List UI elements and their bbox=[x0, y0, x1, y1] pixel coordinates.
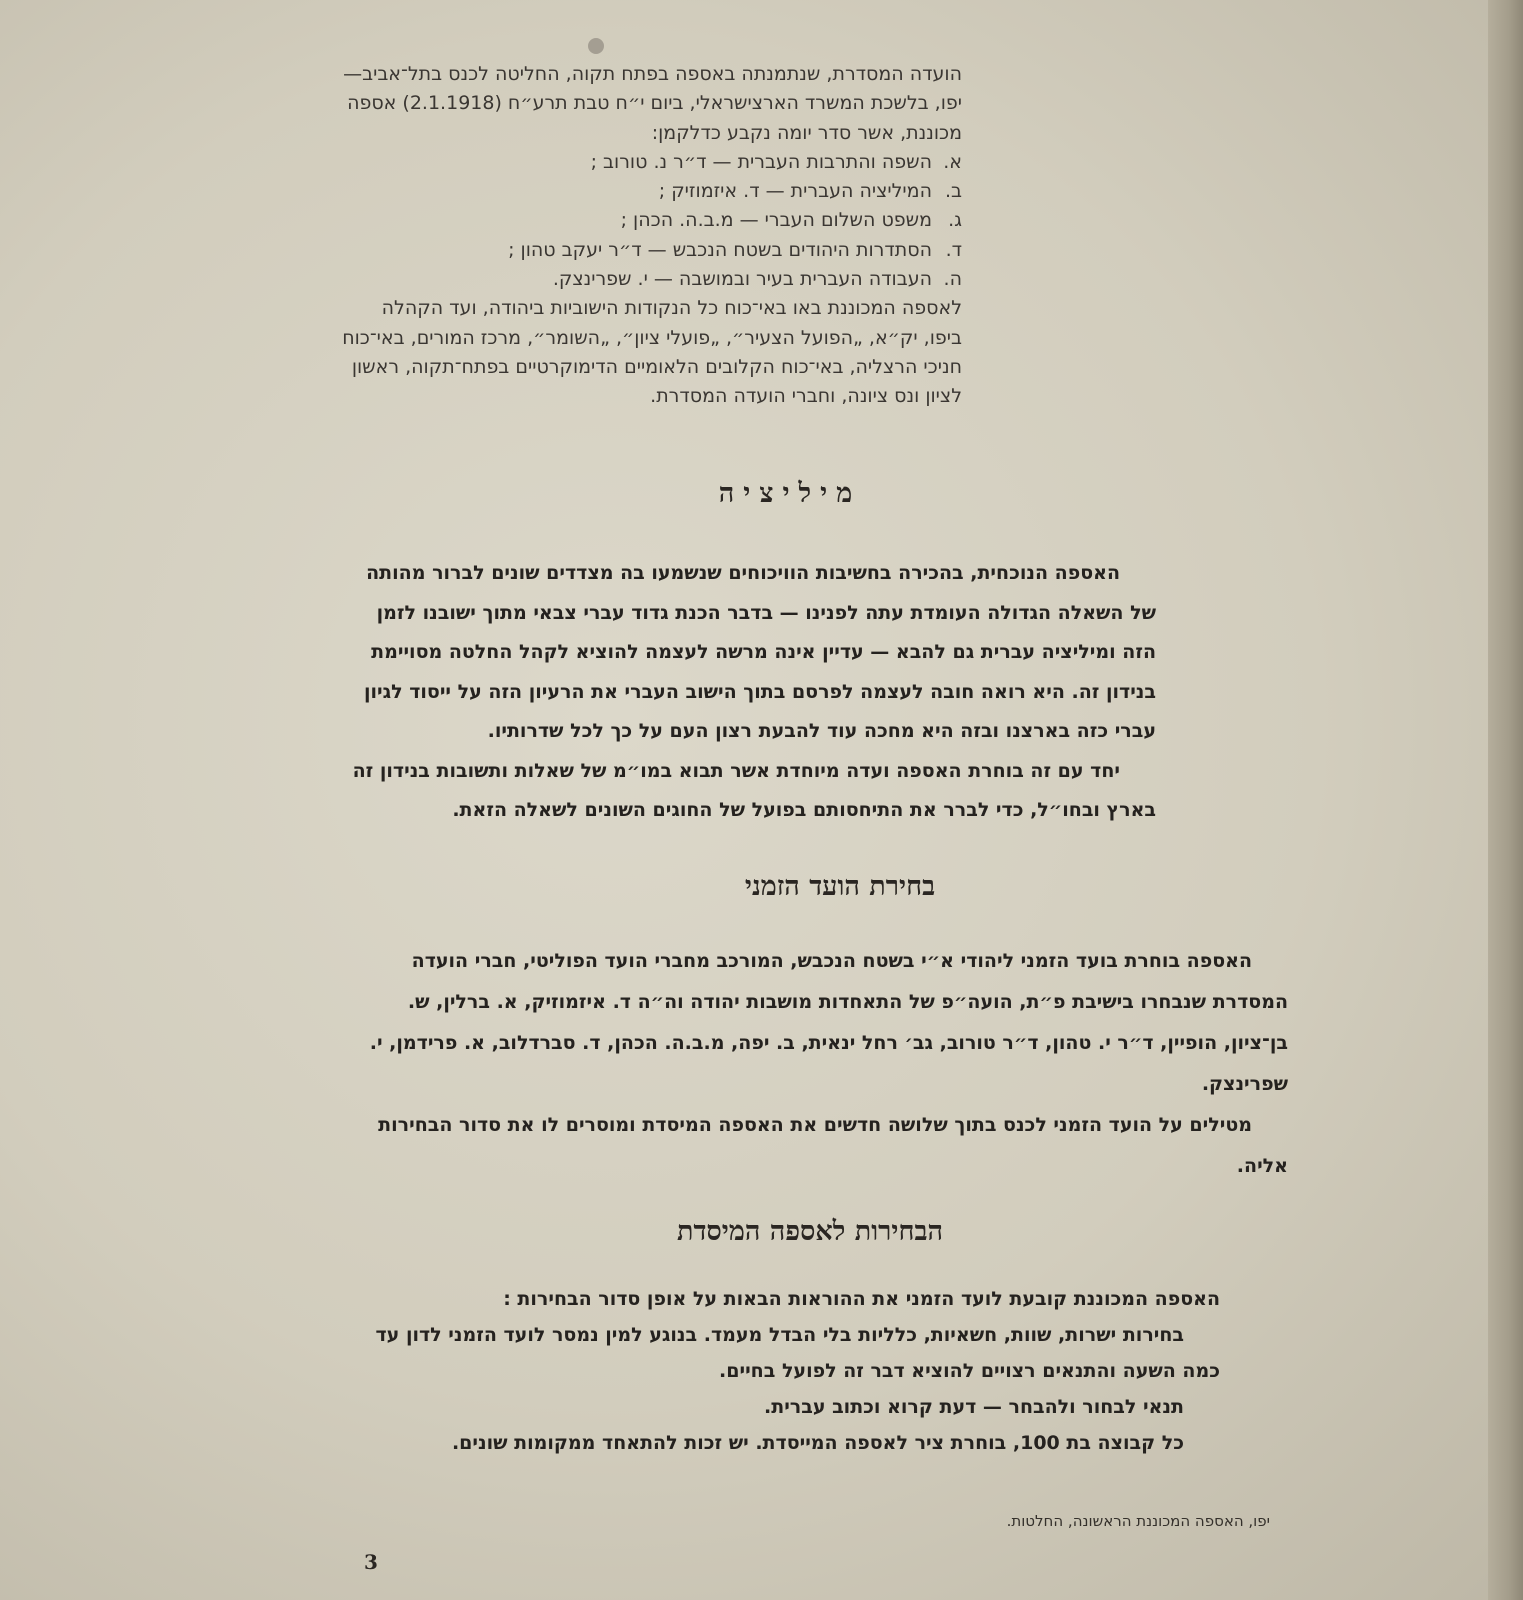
intro-paragraph: הועדה המסדרת, שנתמנתה באספה בפתח תקוה, החליטה לכנס בתל־אביב—יפו, בלשכת המשרד הארצישראלי, ביום י״ח טבת תרע״ח (2.1.1918) אספה מכוננת, אשר סדר יומה נקבע כדלקמן: bbox=[343, 63, 962, 144]
page-number: 3 bbox=[364, 1550, 378, 1574]
council-paragraph: מטילים על הועד הזמני לכנס בתוך שלושה חדשים את האספה המיסדת ומוסרים לו את סדור הבחירות אליה. bbox=[378, 1114, 1288, 1177]
agenda-item bbox=[340, 265, 962, 294]
agenda-letter: ג. bbox=[948, 209, 962, 232]
attendees-paragraph: לאספה המכוננת באו באי־כוח כל הנקודות הישוביות ביהודה, ועד הקהלה ביפו, יק״א, „הפועל הצעיר״, „פועלי ציון״, „השומר״, מרכז המורים, באי־כוח חניכי הרצליה, באי־כוח הקלובים הלאומיים הדימוקרטיים בפתח־תקוה, ראשון לציון ונס ציונה, וחברי הועדה המסדרת. bbox=[342, 297, 962, 408]
militia-heading: מיליציה bbox=[718, 478, 862, 509]
agenda-item bbox=[340, 236, 962, 265]
agenda-text: העבודה העברית בעיר ובמושבה — י. שפרינצק. bbox=[552, 268, 932, 291]
agenda-letter: ה. bbox=[943, 268, 962, 291]
agenda-text: המיליציה העברית — ד. איזמוזיק ; bbox=[658, 180, 932, 203]
elections-section bbox=[352, 1281, 1220, 1461]
agenda-list bbox=[340, 148, 962, 294]
militia-paragraph: יחד עם זה בוחרת האספה ועדה מיוחדת אשר תבוא במו״מ של שאלות ותשובות בנידון זה בארץ ובחו״ל, כדי לברר את התיחסותם בפועל של החוגים השונים לשאלה הזאת. bbox=[352, 759, 1156, 821]
agenda-item bbox=[340, 206, 962, 235]
agenda-letter: א. bbox=[943, 150, 962, 173]
page-edge-shadow bbox=[1488, 0, 1523, 1600]
agenda-letter: ד. bbox=[945, 238, 962, 261]
council-section bbox=[352, 941, 1288, 1187]
intro-section bbox=[340, 60, 962, 412]
pin-mark bbox=[588, 38, 604, 54]
agenda-item bbox=[340, 177, 962, 206]
source-footnote: יפו, האספה המכוננת הראשונה, החלטות. bbox=[1006, 1512, 1270, 1530]
militia-paragraph: האספה הנוכחית, בהכירה בחשיבות הוויכוחים שנשמעו בה מצדדים שונים לברור מהותה של השאלה הגדולה העומדת עתה לפנינו — בדבר הכנת גדוד עברי צבאי מתוך ישובנו לזמן הזה ומיליציה עברית גם להבא — עדיין אינה מרשה לעצמה להוציא לקהל החלטה מסויימת בנידון זה. היא רואה חובה לעצמה לפרסם בתוך הישוב העברי את הרעיון הזה על ייסוד לגיון עברי כזה בארצנו ובזה היא מחכה עוד להבעת רצון העם על כך לכל שדרותיו. bbox=[363, 562, 1156, 742]
elections-paragraph: כל קבוצה בת 100, בוחרת ציר לאספה המייסדת. יש זכות להתאחד ממקומות שונים. bbox=[451, 1432, 1184, 1454]
agenda-text: השפה והתרבות העברית — ד״ר נ. טורוב ; bbox=[590, 150, 932, 173]
agenda-item bbox=[340, 148, 962, 177]
agenda-text: הסתדרות היהודים בשטח הנכבש — ד״ר יעקב טהון ; bbox=[508, 238, 932, 261]
agenda-text: משפט השלום העברי — מ.ב.ה. הכהן ; bbox=[620, 209, 932, 232]
militia-section bbox=[352, 554, 1156, 831]
elections-paragraph: בחירות ישרות, שוות, חשאיות, כלליות בלי הבדל מעמד. בנוגע למין נמסר לועד הזמני לדון עד כמה השעה והתנאים רצויים להוציא דבר זה לפועל בחיים. bbox=[375, 1324, 1220, 1382]
council-heading: בחירת הועד הזמני bbox=[744, 871, 936, 902]
agenda-letter: ב. bbox=[944, 180, 962, 203]
elections-heading: הבחירות לאספה המיסדת bbox=[676, 1216, 943, 1247]
elections-paragraph: תנאי לבחור ולהבחר — דעת קרוא וכתוב עברית. bbox=[764, 1396, 1184, 1418]
elections-paragraph: האספה המכוננת קובעת לועד הזמני את ההוראות הבאות על אופן סדור הבחירות : bbox=[503, 1288, 1220, 1310]
council-paragraph: האספה בוחרת בועד הזמני ליהודי א״י בשטח הנכבש, המורכב מחברי הועד הפוליטי, חברי הועדה המסדרת שנבחרו בישיבת פ״ת, הועה״פ של התאחדות מושבות יהודה וה״ה ד. איזמוזיק, א. ברלין, ש. בן־ציון, הופיין, ד״ר י. טהון, ד״ר טורוב, גב׳ רחל ינאית, ב. יפה, מ.ב.ה. הכהן, ד. סברדלוב, א. פרידמן, י. שפרינצק. bbox=[369, 950, 1288, 1095]
